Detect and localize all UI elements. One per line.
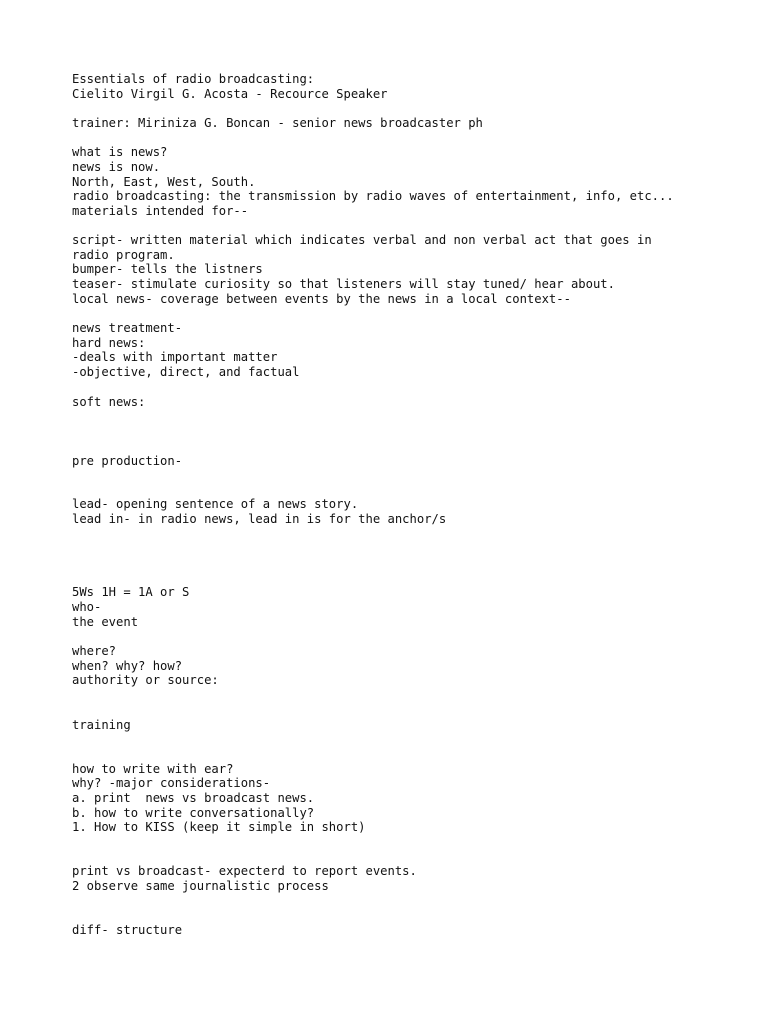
document-line: how to write with ear? xyxy=(72,762,234,776)
document-line: -deals with important matter xyxy=(72,350,278,364)
document-line: Cielito Virgil G. Acosta - Recource Speaker xyxy=(72,87,388,101)
document-line: authority or source: xyxy=(72,673,219,687)
document-line: a. print news vs broadcast news. xyxy=(72,791,315,805)
document-line: trainer: Miriniza G. Boncan - senior news broadcaster ph xyxy=(72,116,483,130)
document-line: b. how to write conversationally? xyxy=(72,806,315,820)
document-line: 2 observe same journalistic process xyxy=(72,879,329,893)
document-line: hard news: xyxy=(72,336,146,350)
document-line: the event xyxy=(72,615,139,629)
document-line: training xyxy=(72,718,131,732)
document-line: soft news: xyxy=(72,395,146,409)
document-line: script- written material which indicates verbal and non verbal act that goes in xyxy=(72,233,652,247)
document-line: materials intended for-- xyxy=(72,204,249,218)
document-line: teaser- stimulate curiosity so that listeners will stay tuned/ hear about. xyxy=(72,277,615,291)
document-title: Essentials of radio broadcasting: xyxy=(72,72,315,86)
document-line: news treatment- xyxy=(72,321,183,335)
document-line: radio program. xyxy=(72,248,175,262)
document-line: lead in- in radio news, lead in is for the anchor/s xyxy=(72,512,447,526)
document-line: bumper- tells the listners xyxy=(72,262,263,276)
document-line: 5Ws 1H = 1A or S xyxy=(72,585,190,599)
document-line: radio broadcasting: the transmission by radio waves of entertainment, info, etc... xyxy=(72,189,674,203)
document-line: why? -major considerations- xyxy=(72,776,271,790)
document-line: diff- structure xyxy=(72,923,183,937)
document-line: print vs broadcast- expecterd to report events. xyxy=(72,864,417,878)
document-line: who- xyxy=(72,600,102,614)
document-line: where? xyxy=(72,644,117,658)
document-line: news is now. xyxy=(72,160,161,174)
document-line: local news- coverage between events by the news in a local context-- xyxy=(72,292,571,306)
document-line: lead- opening sentence of a news story. xyxy=(72,497,359,511)
document-line: -objective, direct, and factual xyxy=(72,365,300,379)
document-line: what is news? xyxy=(72,145,168,159)
document-line: 1. How to KISS (keep it simple in short) xyxy=(72,820,366,834)
document-line: when? why? how? xyxy=(72,659,183,673)
document-line: pre production- xyxy=(72,454,183,468)
document-line: North, East, West, South. xyxy=(72,175,256,189)
